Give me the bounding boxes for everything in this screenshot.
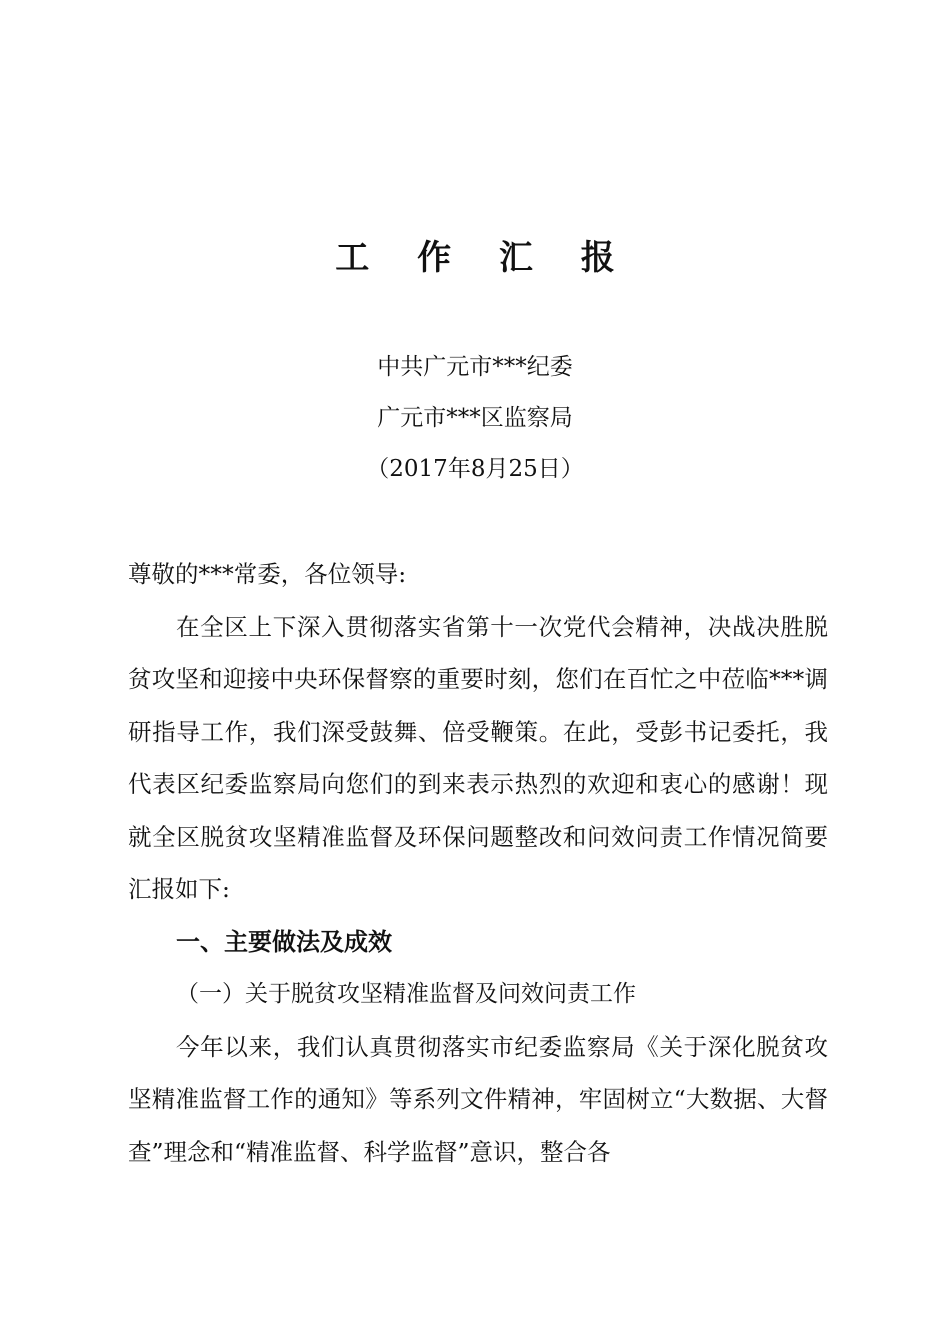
issuer-date: （2017年8月25日）: [366, 456, 584, 482]
subsection-heading-1: （一）关于脱贫攻坚精准监督及问效问责工作: [176, 981, 636, 1007]
issuer-block: [0, 342, 950, 495]
document-body: [128, 548, 828, 1178]
document-title: 工 作 汇 报: [335, 238, 633, 278]
issuer-line-party-committee: 中共广元市***纪委: [377, 354, 573, 380]
opening-paragraph: 在全区上下深入贯彻落实省第十一次党代会精神，决战决胜脱贫攻坚和迎接中央环保督察的重要时刻，您们在百忙之中莅临***调研指导工作，我们深受鼓舞、倍受鞭策。在此，受彭书记委托，我代表区纪委监察局向您们的到来表示热烈的欢迎和衷心的感谢！现就全区脱贫攻坚精准监督及环保问题整改和问效问责工作情况简要汇报如下:: [128, 612, 828, 903]
salutation: 尊敬的***常委，各位领导:: [128, 560, 407, 588]
section-heading-1: 一、主要做法及成效: [176, 927, 392, 956]
subsection-paragraph: 今年以来，我们认真贯彻落实市纪委监察局《关于深化脱贫攻坚精准监督工作的通知》等系列文件精神，牢固树立“大数据、大督查”理念和“精准监督、科学监督”意识，整合各: [128, 1032, 828, 1166]
issuer-line-supervision-bureau: 广元市***区监察局: [377, 405, 573, 431]
